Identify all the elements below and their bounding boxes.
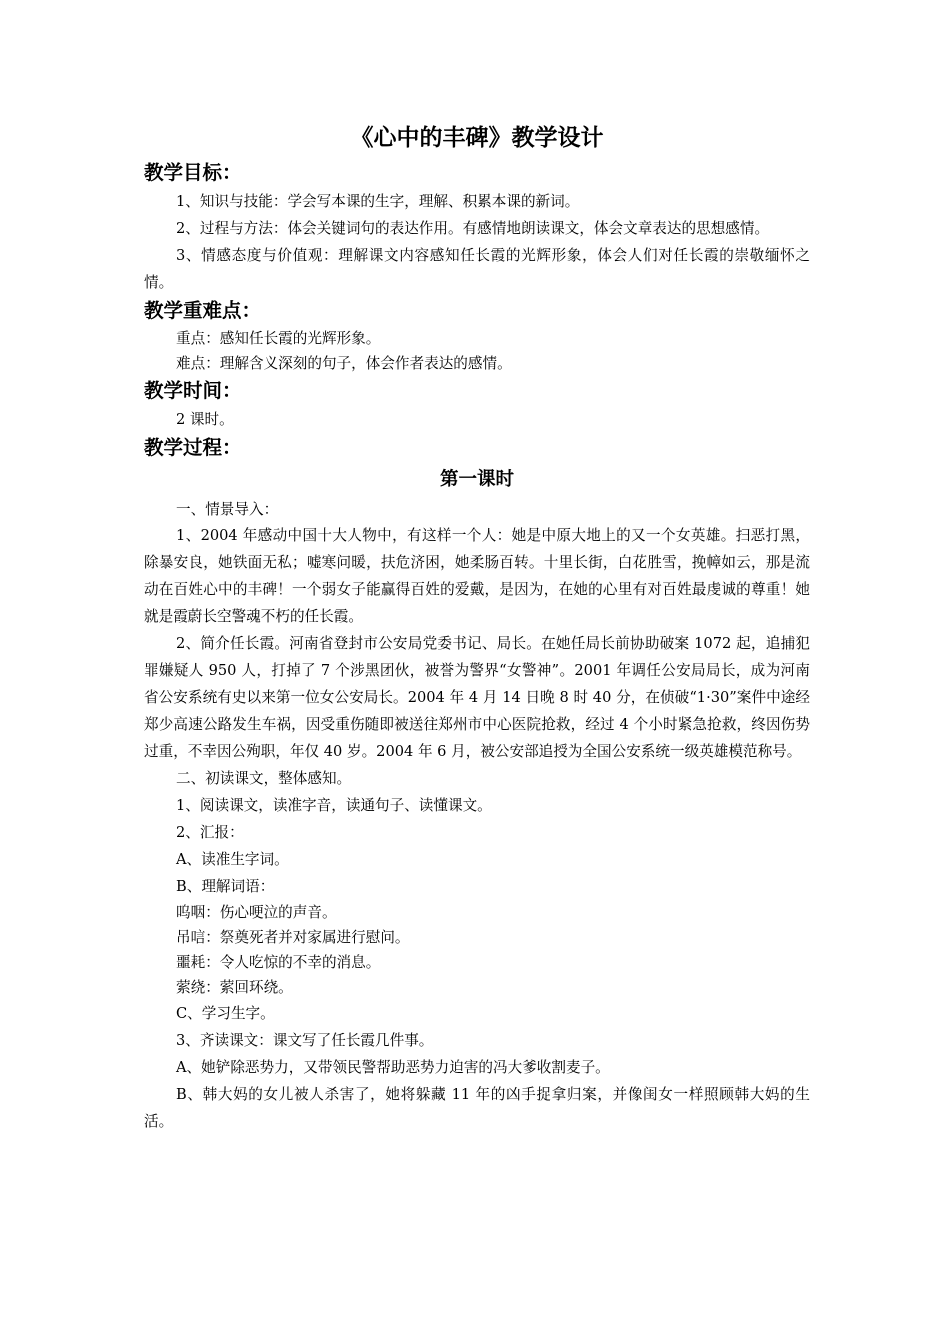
objective-item: 3、情感态度与价值观：理解课文内容感知任长霞的光辉形象，体会人们对任长霞的崇敬缅怀之情。 <box>144 247 810 291</box>
process-item: 二、初读课文，整体感知。 <box>176 770 352 787</box>
process-item: 2、汇报： <box>176 824 244 841</box>
objectives-heading: 教学目标： <box>144 161 242 184</box>
process-item: A、她铲除恶势力，又带领民警帮助恶势力迫害的冯大爹收割麦子。 <box>176 1059 610 1076</box>
lesson-title: 第一课时 <box>439 469 514 490</box>
process-item: 3、齐读课文：课文写了任长霞几件事。 <box>176 1032 434 1049</box>
process-item: 萦绕：萦回环绕。 <box>176 979 293 996</box>
process-item: A、读准生字词。 <box>176 851 289 868</box>
process-item: 噩耗：令人吃惊的不幸的消息。 <box>176 954 381 971</box>
process-item: 一、情景导入： <box>176 501 279 518</box>
process-heading: 教学过程： <box>144 436 242 459</box>
time-heading: 教学时间： <box>144 379 242 402</box>
document-page <box>144 118 810 1135</box>
key-point-item: 重点：感知任长霞的光辉形象。 <box>176 330 381 347</box>
process-item: 1、阅读课文，读准字音，读通句子、读懂课文。 <box>176 797 492 814</box>
process-item: 1、2004 年感动中国十大人物中，有这样一个人：她是中原大地上的又一个女英雄。扫恶打黑，除暴安良，她铁面无私；嘘寒问暖，扶危济困，她柔肠百转。十里长街，白花胜雪，挽幛如云，那是流动在百姓心中的丰碑！一个弱女子能赢得百姓的爱戴，是因为，在她的心里有对百姓最虔诚的尊重！她就是霞蔚长空警魂不朽的任长霞。 <box>144 527 810 625</box>
key-point-item: 难点：理解含义深刻的句子，体会作者表达的感情。 <box>176 355 512 372</box>
process-item: 呜咽：伤心哽泣的声音。 <box>176 904 337 921</box>
process-item: B、韩大妈的女儿被人杀害了，她将躲藏 11 年的凶手捉拿归案，并像闺女一样照顾韩大妈的生活。 <box>144 1086 810 1130</box>
process-item: 吊唁：祭奠死者并对家属进行慰问。 <box>176 929 410 946</box>
process-item: C、学习生字。 <box>176 1005 275 1022</box>
time-item: 2 课时。 <box>176 411 234 428</box>
key-points-heading: 教学重难点： <box>144 299 262 322</box>
objective-item: 1、知识与技能：学会写本课的生字，理解、积累本课的新词。 <box>176 193 580 210</box>
document-title: 《心中的丰碑》教学设计 <box>350 125 604 151</box>
process-item: 2、简介任长霞。河南省登封市公安局党委书记、局长。在她任局长前协助破案 1072 起，追捕犯罪嫌疑人 950 人，打掉了 7 个涉黑团伙，被誉为警界“女警神”。2001 年调任公安局局长，成为河南省公安系统有史以来第一位女公安局长。2004 年 4 月 14 日晚 8 时 40 分，在侦破“1·30”案件中途经郑少高速公路发生车祸，因受重伤随即被送往郑州市中心医院抢救，经过 4 个小时紧急抢救，终因伤势过重，不幸因公殉职，年仅 40 岁。2004 年 6 月，被公安部追授为全国公安系统一级英雄模范称号。 <box>144 635 810 760</box>
objective-item: 2、过程与方法：体会关键词句的表达作用。有感情地朗读课文，体会文章表达的思想感情。 <box>176 220 770 237</box>
process-item: B、理解词语： <box>176 878 275 895</box>
